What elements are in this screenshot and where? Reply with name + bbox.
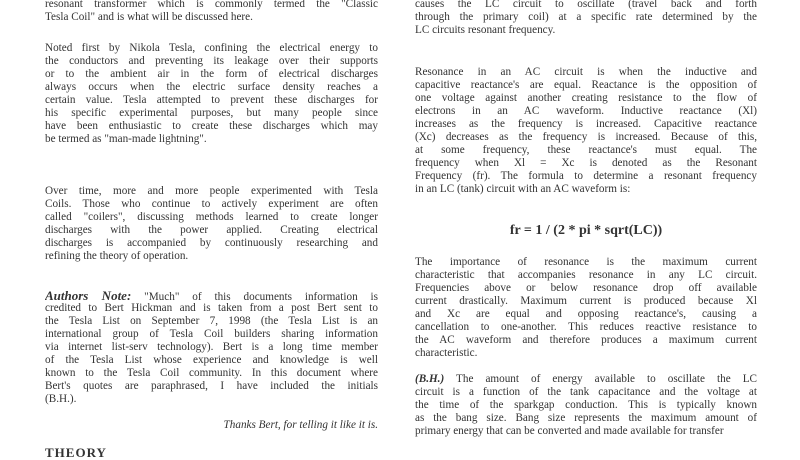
line-text: frequency when Xl = Xc is denoted as the Resonant xyxy=(415,157,757,169)
text-line xyxy=(45,328,378,341)
line-text: electrons in an AC waveform. Inductive reactance (Xl) xyxy=(415,105,757,117)
line-text: resonant transformer which is commonly termed the "Classic xyxy=(45,0,378,10)
line-text: credited to Bert Hickman and is taken from a post Bert sent to xyxy=(45,302,378,314)
line-text: at some frequency, these reactance's must equal. The xyxy=(415,144,757,156)
line-text: or to the ambient air in the form of electrical discharges xyxy=(45,68,378,80)
text-line xyxy=(415,425,757,438)
paragraph-intro xyxy=(45,0,378,24)
line-text: Over time, more and more people experimented with Tesla xyxy=(45,185,378,197)
text-line xyxy=(415,295,757,308)
text-line xyxy=(415,11,757,24)
text-line xyxy=(45,120,378,133)
text-line xyxy=(45,94,378,107)
line-text: and Xc are equal and opposing reactance's, causing a xyxy=(415,308,757,320)
text-line xyxy=(45,185,378,198)
text-line xyxy=(415,256,757,269)
text-line xyxy=(415,347,757,360)
paragraph-bang-size xyxy=(415,373,757,438)
line-text: "Much" of this documents information is xyxy=(131,291,378,302)
text-line xyxy=(45,315,378,328)
line-text: characteristic. xyxy=(415,347,478,359)
text-line xyxy=(45,341,378,354)
line-text: his specific experimental purposes, but many people since xyxy=(45,107,378,119)
line-text: be termed as "man-made lightning". xyxy=(45,133,207,145)
line-text: refining the theory of operation. xyxy=(45,250,189,262)
paragraph-coilers xyxy=(45,185,378,263)
text-line xyxy=(45,133,378,146)
line-text: known to the Tesla Coil community. In this document where xyxy=(45,367,378,379)
text-line xyxy=(45,55,378,68)
line-text: capacitive reactance's are equal. Reactance is the opposition of xyxy=(415,79,757,91)
line-text: Resonance in an AC circuit is when the inductive and xyxy=(415,66,757,78)
text-line xyxy=(45,42,378,55)
text-line xyxy=(415,0,757,11)
line-text: of the Tesla List whose experience and knowledge is well xyxy=(45,354,378,366)
text-line xyxy=(45,302,378,315)
line-text: always occurs when the electric surface density reaches a xyxy=(45,81,378,93)
line-text: Tesla Coil" and is what will be discussed here. xyxy=(45,11,253,23)
paragraph-lc-oscillation xyxy=(415,0,757,37)
line-text: The importance of resonance is the maximum current xyxy=(415,256,757,268)
text-line xyxy=(45,380,378,393)
section-heading-theory: THEORY xyxy=(45,445,107,460)
text-line xyxy=(45,224,378,237)
lead-label: (B.H.) xyxy=(415,373,445,385)
line-text: have been enthusiastic to create these discharges which may xyxy=(45,120,378,132)
line-text: the conductors and preventing its leakage over their supports xyxy=(45,55,378,67)
line-text: one voltage against another creating resistance to the flow of xyxy=(415,92,757,104)
paragraph-authors-note xyxy=(45,289,378,406)
text-line xyxy=(415,118,757,131)
line-text: current drastically. Maximum current is produced because Xl xyxy=(415,295,757,307)
text-line xyxy=(415,269,757,282)
line-text: discharges with the power applied. Creating electrical xyxy=(45,224,378,236)
line-text: the time of the sparkgap conduction. This is typically known xyxy=(415,399,757,411)
line-text: (B.H.). xyxy=(45,393,77,405)
text-line xyxy=(415,92,757,105)
text-line xyxy=(415,79,757,92)
text-line xyxy=(45,0,378,11)
line-text: cancellation to one-another. This reduces reactive resistance to xyxy=(415,321,757,333)
text-line xyxy=(45,289,378,302)
text-line xyxy=(415,321,757,334)
text-line xyxy=(45,367,378,380)
text-line xyxy=(415,105,757,118)
text-line xyxy=(45,11,378,24)
text-line xyxy=(415,282,757,295)
line-text: Frequency (fr). The formula to determine a resonant frequency xyxy=(415,170,757,182)
line-text: through the primary coil) at a specific rate determined by the xyxy=(415,11,757,23)
line-text: certain value. Tesla attempted to prevent these discharges for xyxy=(45,94,378,106)
line-text: Noted first by Nikola Tesla, confining the electrical energy to xyxy=(45,42,378,54)
text-line xyxy=(45,107,378,120)
text-line xyxy=(415,334,757,347)
text-line xyxy=(415,373,757,386)
line-text: the AC waveform and therefore produces a maximum current xyxy=(415,334,757,346)
thanks-note: Thanks Bert, for telling it like it is. xyxy=(223,419,378,431)
line-text: causes the LC circuit to oscillate (travel back and forth xyxy=(415,0,757,10)
line-text: (Xc) decreases as the frequency is increased. Because of this, xyxy=(415,131,757,143)
text-line xyxy=(415,66,757,79)
text-line xyxy=(415,24,757,37)
paragraph-importance xyxy=(415,256,757,360)
line-text: in an LC (tank) circuit with an AC waveform is: xyxy=(415,183,631,195)
text-line xyxy=(415,386,757,399)
text-line xyxy=(45,250,378,263)
paragraph-tesla-history xyxy=(45,42,378,146)
line-text: increases as the frequency is increased. Capacitive reactance xyxy=(415,118,757,130)
line-text: characteristic that accompanies resonance in any LC circuit. xyxy=(415,269,757,281)
line-text: via internet list-serv technology). Bert is a long time member xyxy=(45,341,378,353)
lead-label: Authors Note: xyxy=(45,289,132,302)
line-text: The amount of energy available to oscillate the LC xyxy=(444,373,757,385)
text-line xyxy=(45,211,378,224)
line-text: discharges is accompanied by continuously researching and xyxy=(45,237,378,249)
text-line xyxy=(45,198,378,211)
text-line xyxy=(45,81,378,94)
line-text: circuit is a function of the tank capacitance and the voltage at xyxy=(415,386,757,398)
text-line xyxy=(45,68,378,81)
line-text: international group of Tesla Coil builders sharing information xyxy=(45,328,378,340)
text-line xyxy=(45,237,378,250)
text-line xyxy=(415,399,757,412)
text-line xyxy=(45,354,378,367)
line-text: the Tesla List on September 7, 1998 (the Tesla List is an xyxy=(45,315,378,327)
text-line xyxy=(415,412,757,425)
text-line xyxy=(415,308,757,321)
resonant-frequency-formula: fr = 1 / (2 * pi * sqrt(LC)) xyxy=(509,223,663,238)
line-text: as the bang size. Bang size represents the maximum amount of xyxy=(415,412,757,424)
line-text: called "coilers", discussing methods learned to create longer xyxy=(45,211,378,223)
text-line xyxy=(415,131,757,144)
text-line xyxy=(45,393,378,406)
line-text: primary energy that can be converted and made available for transfer xyxy=(415,425,724,437)
line-text: Bert's quotes are paraphrased, I have included the initials xyxy=(45,380,378,392)
line-text: Frequencies above or below resonance drop off available xyxy=(415,282,757,294)
line-text: Coils. Those who continue to actively experiment are often xyxy=(45,198,378,210)
text-line xyxy=(415,170,757,183)
line-text: LC circuits resonant frequency. xyxy=(415,24,556,36)
text-line xyxy=(415,183,757,196)
text-line xyxy=(415,157,757,170)
paragraph-resonance xyxy=(415,66,757,196)
text-line xyxy=(415,144,757,157)
